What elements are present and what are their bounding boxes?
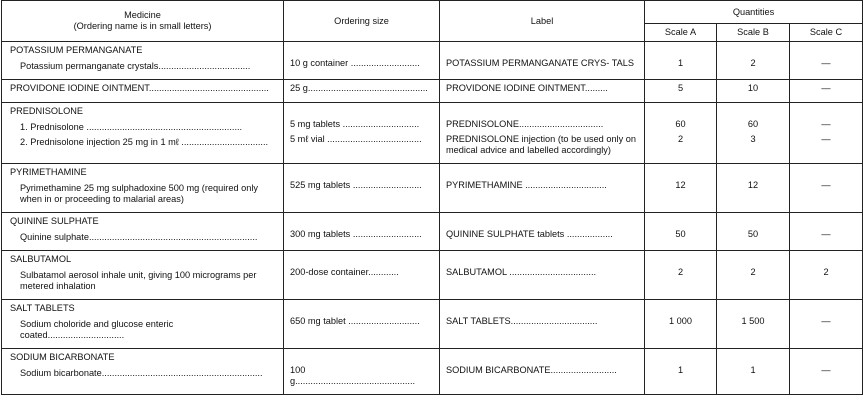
quantity-scale-b-cell xyxy=(717,164,790,213)
ordering-size-cell xyxy=(284,103,440,164)
quantity-scale-c: — xyxy=(821,134,831,144)
quantity-scale-a-cell xyxy=(645,251,717,300)
table-row xyxy=(2,300,863,349)
label-cell xyxy=(440,164,645,213)
label-cell xyxy=(440,80,645,103)
quantity-scale-b-cell xyxy=(717,251,790,300)
table-row xyxy=(2,80,863,103)
label-text: PROVIDONE IODINE OINTMENT......... xyxy=(446,83,608,93)
ordering-size-cell xyxy=(284,213,440,251)
quantity-scale-c: — xyxy=(821,83,831,93)
label-text: QUININE SULPHATE tablets .................. xyxy=(446,229,613,239)
medicine-cell xyxy=(2,300,284,349)
quantity-scale-c: 2 xyxy=(823,267,829,277)
medicine-item: Potassium permanganate crystals.................................... xyxy=(20,61,251,71)
ordering-size: 650 mg tablet ............................ xyxy=(290,316,420,326)
medicine-item: 1. Prednisolone ............................................................. xyxy=(20,122,243,132)
quantity-scale-c-cell xyxy=(790,103,863,164)
quantity-scale-a: 1 000 xyxy=(669,316,692,326)
ordering-size-cell xyxy=(284,42,440,80)
table-row xyxy=(2,164,863,213)
quantity-scale-c-cell xyxy=(790,349,863,395)
ordering-size: 100 g............................................... xyxy=(290,365,416,386)
quantity-scale-c-cell xyxy=(790,300,863,349)
label-header: Label xyxy=(440,1,645,42)
ordering-size-cell xyxy=(284,80,440,103)
ordering-size: 25 g............................................... xyxy=(290,83,428,93)
quantity-scale-c: — xyxy=(821,365,831,375)
label-text: PREDNISOLONE................................. xyxy=(446,119,604,129)
medicine-item: Sodium bicarbonate............................................................... xyxy=(20,368,263,378)
quantity-scale-b: 2 xyxy=(750,267,756,277)
quantity-scale-b-cell xyxy=(717,213,790,251)
medicine-item: Pyrimethamine 25 mg sulphadoxine 500 mg (required only when in or proceeding to malarial areas) xyxy=(20,183,258,204)
medicine-header-subtitle: (Ordering name is in small letters) xyxy=(73,21,212,31)
quantity-scale-a-cell xyxy=(645,42,717,80)
label-text: SALT TABLETS.................................. xyxy=(446,316,598,326)
quantity-scale-a-cell xyxy=(645,103,717,164)
quantity-scale-c-cell xyxy=(790,42,863,80)
label-cell xyxy=(440,103,645,164)
quantity-scale-b: 10 xyxy=(747,83,759,93)
medicine-item: 2. Prednisolone injection 25 mg in 1 mℓ .................................. xyxy=(20,137,269,147)
medicine-cell xyxy=(2,80,284,103)
quantity-scale-c-cell xyxy=(790,80,863,103)
label-text: POTASSIUM PERMANGANATE CRYS- TALS xyxy=(446,58,635,68)
ordering-size-cell xyxy=(284,349,440,395)
ordering-size-cell xyxy=(284,300,440,349)
quantity-scale-a: 12 xyxy=(675,180,686,190)
medicine-cell xyxy=(2,213,284,251)
medicine-cell xyxy=(2,164,284,213)
quantity-scale-c: — xyxy=(821,229,831,239)
label-text: PREDNISOLONE injection (to be used only on medical advice and labelled accordingly) xyxy=(446,134,636,155)
quantity-scale-b-cell xyxy=(717,300,790,349)
table-row xyxy=(2,213,863,251)
quantity-scale-c: — xyxy=(821,58,831,68)
quantity-scale-a-cell xyxy=(645,80,717,103)
quantity-scale-b-cell xyxy=(717,349,790,395)
medicine-item: Sodium choloride and glucose enteric coated.............................. xyxy=(20,319,174,340)
table-row xyxy=(2,349,863,395)
quantity-scale-b: 2 xyxy=(750,58,756,68)
label-text: PYRIMETHAMINE ................................ xyxy=(446,180,607,190)
scale-c-header: Scale C xyxy=(790,24,863,42)
quantity-scale-c-cell xyxy=(790,213,863,251)
table-body xyxy=(2,42,863,395)
quantity-scale-a: 5 xyxy=(677,83,684,93)
medicine-item: Quinine sulphate.................................................................. xyxy=(20,232,258,242)
quantity-scale-a: 60 xyxy=(675,119,686,129)
quantity-scale-c: — xyxy=(821,180,831,190)
ordering-size-cell xyxy=(284,251,440,300)
table-row xyxy=(2,251,863,300)
section-name: PYRIMETHAMINE xyxy=(10,167,87,177)
ordering-size: 525 mg tablets ........................... xyxy=(290,180,422,190)
quantity-scale-a-cell xyxy=(645,164,717,213)
ordering-size: 5 mg tablets .............................. xyxy=(290,119,420,129)
medicine-header xyxy=(2,1,284,42)
scale-a-header: Scale A xyxy=(645,24,717,42)
label-cell xyxy=(440,213,645,251)
section-name: SALBUTAMOL xyxy=(10,254,72,264)
medicine-header-title: Medicine xyxy=(124,10,161,20)
table-row xyxy=(2,42,863,80)
section-name: PREDNISOLONE xyxy=(10,106,84,116)
medicine-cell xyxy=(2,349,284,395)
label-cell xyxy=(440,251,645,300)
quantity-scale-b: 1 xyxy=(750,365,756,375)
quantity-scale-a: 1 xyxy=(677,365,684,375)
quantity-scale-b: 12 xyxy=(747,180,759,190)
ordering-size-header: Ordering size xyxy=(284,1,440,42)
quantity-scale-b-cell xyxy=(717,42,790,80)
medicine-cell xyxy=(2,42,284,80)
label-text: SODIUM BICARBONATE.......................... xyxy=(446,365,617,375)
ordering-size: 5 mℓ vial ..................................... xyxy=(290,134,422,144)
quantity-scale-b: 60 xyxy=(747,119,759,129)
quantity-scale-a-cell xyxy=(645,349,717,395)
quantity-scale-c-cell xyxy=(790,251,863,300)
quantity-scale-c: — xyxy=(821,119,831,129)
quantities-header: Quantities xyxy=(645,1,863,24)
ordering-size-cell xyxy=(284,164,440,213)
section-name: SODIUM BICARBONATE xyxy=(10,352,115,362)
section-name: POTASSIUM PERMANGANATE xyxy=(10,45,143,55)
quantity-scale-a: 2 xyxy=(677,267,684,277)
medicine-item: Sulbatamol aerosol inhale unit, giving 100 micrograms per metered inhalation xyxy=(20,270,257,291)
label-cell xyxy=(440,300,645,349)
quantity-scale-b: 3 xyxy=(750,134,756,144)
quantity-scale-c: — xyxy=(821,316,831,326)
medicine-cell xyxy=(2,251,284,300)
ordering-size: 200-dose container............ xyxy=(290,267,399,277)
ordering-size: 300 mg tablets ........................... xyxy=(290,229,422,239)
quantity-scale-b: 50 xyxy=(747,229,759,239)
medicine-cell xyxy=(2,103,284,164)
medicine-table xyxy=(1,0,863,395)
quantity-scale-a-cell xyxy=(645,213,717,251)
quantity-scale-c-cell xyxy=(790,164,863,213)
quantity-scale-b-cell xyxy=(717,80,790,103)
label-cell xyxy=(440,349,645,395)
quantity-scale-a: 1 xyxy=(677,58,684,68)
table-row xyxy=(2,103,863,164)
ordering-size: 10 g container ........................... xyxy=(290,58,420,68)
scale-b-header: Scale B xyxy=(717,24,790,42)
quantity-scale-a: 2 xyxy=(677,134,684,144)
label-cell xyxy=(440,42,645,80)
quantity-scale-b-cell xyxy=(717,103,790,164)
quantity-scale-a: 50 xyxy=(675,229,686,239)
section-name: PROVIDONE IODINE OINTMENT............................................... xyxy=(10,83,269,93)
section-name: SALT TABLETS xyxy=(10,303,75,313)
label-text: SALBUTAMOL .................................. xyxy=(446,267,597,277)
quantity-scale-b: 1 500 xyxy=(741,316,765,326)
quantity-scale-a-cell xyxy=(645,300,717,349)
section-name: QUININE SULPHATE xyxy=(10,216,99,226)
